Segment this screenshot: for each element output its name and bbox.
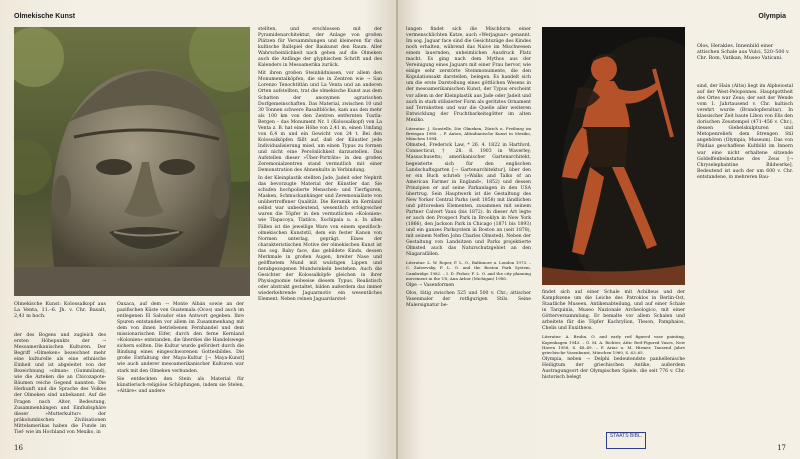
paragraph: der des Bogens und zugleich des ersten Höhepunkts der → Mesoamerikanischen Kulturen. Der Begriff »Olmeken« bezeichnet mehr eine kulturelle als eine ethnische Einheit und ist abgeleitet von der Bezeichnung »olman« (Gummiland), wie die Azteken die an Chicozapote-Bäumen reiche Gegend nannten. Die Herkunft und die Sprache des Volkes der Olmeken sind unbekannt. Auf die Fragen nach Alter, Bedeutung, Zusammenhängen und Einflußsphäre dieser »Mutterkultur« der präkolumbischen Zivilisationen Mittelamerikas haben die Funde im Tief- wie im Hochland von Mexiko, in: [14, 333, 106, 435]
paragraph: lungen findet sich die Mischform einer vermenschlichten Katze, auch »Werjaguar« genannt. Im sog. Jaguar face sind die Gesichtszüge des Kindes noch erhalten, während das Naive im Mischwesen einem lauernden, unheimlichen Ausdruck Platz macht. Es ging nach dem Mythos aus der Vereinigung eines Jaguars mit einer Frau hervor, wie einige sehr zerstörte Steinmonumente, die den Kopulationsakt darstellen, belegen. Es handelt sich um die erste Darstellung eines göttlichen Wesens in der mesoamerikanischen Kunst, der Typus erscheint vor allem in der Kleinplastik aus Jade oder Jadeit und auch in stark stilisierter Form als geritztes Ornament auf Terrakotten und war die Quelle aller weiteren Entwicklung der Fruchtbarkeitsgötter im alten Mexiko.: [406, 27, 531, 123]
left-column-3: [258, 27, 382, 305]
literature-note: Literatur: J. Soustelle, Die Olmeken, Zürich u. Freiburg im Breisgau 1980. – P. Anton, Altindianische Kunst in Mexiko, München 1984.: [406, 125, 531, 142]
literature-note: Literatur: A. Bruhn, O. and early red figured vase painting, Kopenhagen 1943. – G. M. A. Richter, Attic Red-Figured Vases, New Haven 1958, S. 48–49. – P. Arias u. M. Hirmer, Tausend Jahre griechische Vasenkunst, München 1960, S. 63–65.: [542, 334, 685, 355]
paragraph: findet sich auf einer Schale mit Achilleus und der Kampfszene um die Leiche des Patroklos in Berlin-Ost, Staatliche Museen, Antikenabteilung, und auf einer Schale in Tarquinia, Museo Nazionale Archeologico, mit einer Götterversammlung. Er bemalte vor allem Schalen und arbeitete für die Töpfer Kachrylion, Tleson, Pamphaios, Chelis und Euxitheos.: [542, 290, 685, 332]
right-page: [398, 0, 800, 459]
paragraph: In der Kleinplastik stellten Jade, Jadeit oder Nephrit das bevorzugte Material der Künstler dar. Sie schufen hochpolierte Menschen- und Tierfiguren, Masken, Schmuckanhänger und Zeremonialäxte von unübertroffener Qualität. Die Keramik im Kernland selbst war unbedeutend, wesentlich erfolgreicher waren die Töpfer in den vermutlichen »Kolonien« wie Tlapacoya, Tlatilco, Xochipala u. a. In allen Fällen ist die jeweilige Ware von einem spezifisch-olmekischen Kunststil, dem ein fester Kanon von Normen unterlag, geprägt. Eines der charakteristischen Motive der olmekischen Kunst ist das sog. Baby face, das gebildete Kinds, dessen Merkmale in großen Augen, breiter Nase und geöffnetem Mund mit wulstigen Lippen und herabgezogenen Mundwinkeln bestehen. Auch die Gesichter der Kolossalköpfe gleichen in ihrer Physiognomie teilweise diesem Typus. Realistisch oder abstrakt gestaltet, bilden außerdem das immer wiederkehrende Jaguarmotiv ein wesentliches Element. Neben reinen Jaguardarstel-: [258, 176, 382, 303]
right-column-2: [542, 290, 685, 383]
left-page-number: 16: [14, 444, 23, 452]
herakles-illustration: [542, 27, 685, 285]
olmec-head-illustration: [14, 27, 250, 296]
left-running-head: Olmekische Kunst: [14, 13, 76, 20]
colossal-olmec-head-photo: [14, 27, 250, 296]
entry-olpe: Olpe → Vasenformen: [406, 283, 455, 289]
left-image-caption: Olmekische Kunst: Kolossalkopf aus La Venta, 11.–6. Jh. v. Chr. Basalt, 2,41 m hoch.: [14, 302, 106, 320]
paragraph: stellten, und erschlossen mit der Pyramidenarchitektur, der Anlage von großen Plätzen für Versammlungen und kleineren für das kultische Ballspiel der Baukunst den Raum. Aller Wahrscheinlichkeit nach gehen auf die Olmeken auch die Anfänge der glyphischen Schrift und des Kalenders in Mesoamerika zurück.: [258, 27, 382, 69]
right-image-caption: Olos, Herakles. Innenbild einer attischen Schale aus Vulci, 520–500 v. Chr. Rom, Vatikan, Museo Vaticani.: [697, 44, 790, 62]
paragraph: Oaxaca, auf dem → Monte Albán sowie an der pazifischen Küste von Guatemala (Ocos) und auch im entlegenen El Salvador eine Antwort gegeben. Ihre Spuren entstanden vor allem im Zusammenhang mit dem von ihnen betriebenen Fernhandel und dem missionarischen Eifer, durch den ferne Kernland »Kolonien« entstanden, die überdies die Handelswege sichern sollten. Die Kultur wurde gefördert durch die Bindung eines eingeschworenen Gottesbildes. Die große Entfaltung der Maya-Kultur [→ Maya-Kunst] wie auch anderer mesoamerikanischer Kulturen war stark mit den Olmeken verbunden.: [117, 302, 244, 374]
left-page: [0, 0, 396, 459]
right-page-number: 17: [777, 444, 786, 452]
library-stamp: STAATS BIBL.: [606, 432, 646, 449]
herakles-vase-photo: [542, 27, 685, 285]
entry-olympia: Olympia, neben → Delphi bedeutendste panhellenische Heiligtum der griechischen Antike, außerdem Austragungsort der Olympischen Spiele, die seit 776 v. Chr. historisch belegt: [542, 357, 685, 381]
paragraph: Mit ihren großen Steinbildnissen, vor allem den Monumentalköpfen, die sie in Zentren wie → San Lorenzo Tenochtitlán und La Venta und an anderen Orten aufstellten, trat die olmekische Kunst aus dem Schatten der anonymen agrarischen Dorfgemeinschaften. Das Material, zwischen 10 und 30 Tonnen schwere Basaltblöcke, kam aus den mehr als 100 km von den Zentren entfernten Tuxtla-Bergen – das Monument Nr. 1 (Kolossalkopf) von La Venta z. B. hat eine Höhe von 2,41 m, einen Umfang von 6,4 m und ein Gewicht von 24 t. Bei den Kolossalköpfen fällt auf, daß der Künstler jede Individualisierung mied, um einen Typus zu formen und nicht eine Persönlichkeit darzustellen. Das Aufstellen dieser »Über-Porträts« in den großen Zeremonialzentren stand vermutlich mit einer Demonstration des Ahnenkults in Verbindung.: [258, 71, 382, 174]
paragraph: Sie entdeckten den Stein als Material für künstlerisch-religiöse Schöpfungen, indem sie Stelen, »Altäre« und andere: [117, 376, 244, 394]
literature-note: Literatur: L. W. Roper, F. L. O., Baltimore u. London 1973. – C. Zaitzevsky, F. L. O. and the Boston Park System, Cambridge 1982. – I. D. Fisher, F. L. O. and the city planning movement in the US, Ann Arbor (Michigan) 1986.: [406, 260, 531, 281]
right-column-3: [697, 84, 793, 183]
right-column-1: [406, 27, 531, 311]
entry-olmsted: Olmsted, Frederick Law, * 26. 4. 1822 in Hartford, Connecticut, † 28. 8. 1903 in Waverley, Massachusetts; amerikanischer Gartenarchitekt, begeisterte sich für den englischen Landschaftsgarten [→ Gartenarchitektur], über den er ein Buch schrieb (»Walks and Talks of an American Farmer in England«, 1852) und dessen Prinzipien er auf seine Parkanlagen in den USA übertrug. Sein Hauptwerk ist die Gestaltung des New Yorker Central Parks (seit 1858) mit ländlichen und pittoresken Elementen, zusammen mit seinem Partner Calvert Vaux (bis 1872). In dieser Art legte er auch den Prospect Park in Brooklyn in New York (1866), den Jackson Park in Chicago (1871 bis 1893) und ein ganzes Parksystem in Boston an (seit 1878), mit seinem Neffen John Charles Olmsted). Neben der Gestaltung von Landsitzen und Parks projektierte Olmsted auch das Naturschutzgebiet an den Niagarafällen.: [406, 143, 531, 258]
left-column-2: [117, 302, 244, 397]
paragraph: sind, der Hain (Altis) liegt im Alpheiostal auf der West-Peloponnes. Hauptgottheit des Ortes war Zeus; der seit der Wende vom 1. Jahrtausend v. Chr. kultisch verehrt wurde (Brandopferaltar). In klassischer Zeit baute Libon von Elis den dorischen Zeustempel (471–456 v. Chr.), dessen Giebelskulpturen und Metopenreliefs dem Strengen Stil angehören (Olympia, Museum). Das von Phidias geschaffene Kultbild im Innern war eine nicht erhaltene sitzende Goldelfenbeinstatue des Zeus [→ Chryselephantine Bildwerke]. Bedeutend ist auch der um 600 v. Chr. entstandene, in mehreren Bau-: [697, 84, 793, 180]
left-column-1: [14, 333, 106, 438]
entry-olos: Olos, tätig zwischen 525 und 500 v. Chr.; attischer Vasenmaler der rotfigurigen Stils. Seine Malersignatur be-: [406, 291, 531, 309]
right-running-head: Olympia: [758, 13, 786, 20]
